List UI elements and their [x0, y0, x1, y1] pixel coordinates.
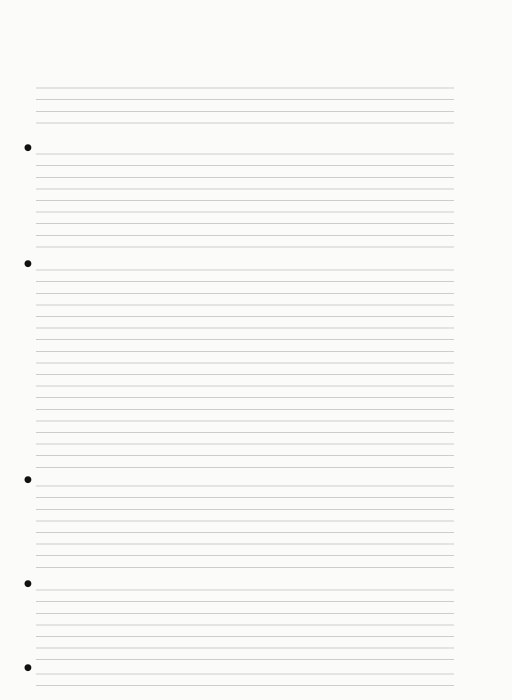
paragraph-5 — [24, 580, 454, 662]
paragraph-5-text — [36, 580, 454, 662]
margin-note-6 — [458, 580, 508, 602]
paragraph-6-text — [36, 664, 454, 690]
margin-note-1 — [458, 92, 508, 114]
paragraph-3-text — [36, 260, 454, 470]
paragraph-1-text — [36, 78, 454, 132]
paragraph-3 — [24, 260, 454, 470]
paragraph-4-text — [36, 476, 454, 572]
paragraph-4 — [24, 476, 454, 572]
margin-note-7 — [458, 668, 508, 690]
paragraph-bullet: ● — [24, 580, 32, 589]
paragraph-bullet: ● — [24, 664, 32, 673]
corner-mark — [440, 2, 500, 36]
margin-note-2 — [458, 146, 508, 168]
margin-note-5 — [458, 494, 508, 516]
paragraph-2 — [24, 144, 454, 250]
corner-page-number — [442, 2, 498, 34]
paragraph-bullet: ● — [24, 144, 32, 153]
paragraph-bullet: ● — [24, 476, 32, 485]
paragraph-bullet: ● — [24, 260, 32, 269]
paragraph-2-text — [36, 144, 454, 250]
margin-note-3 — [458, 258, 508, 280]
paragraph-6 — [24, 664, 454, 690]
paragraph-1 — [24, 78, 454, 132]
